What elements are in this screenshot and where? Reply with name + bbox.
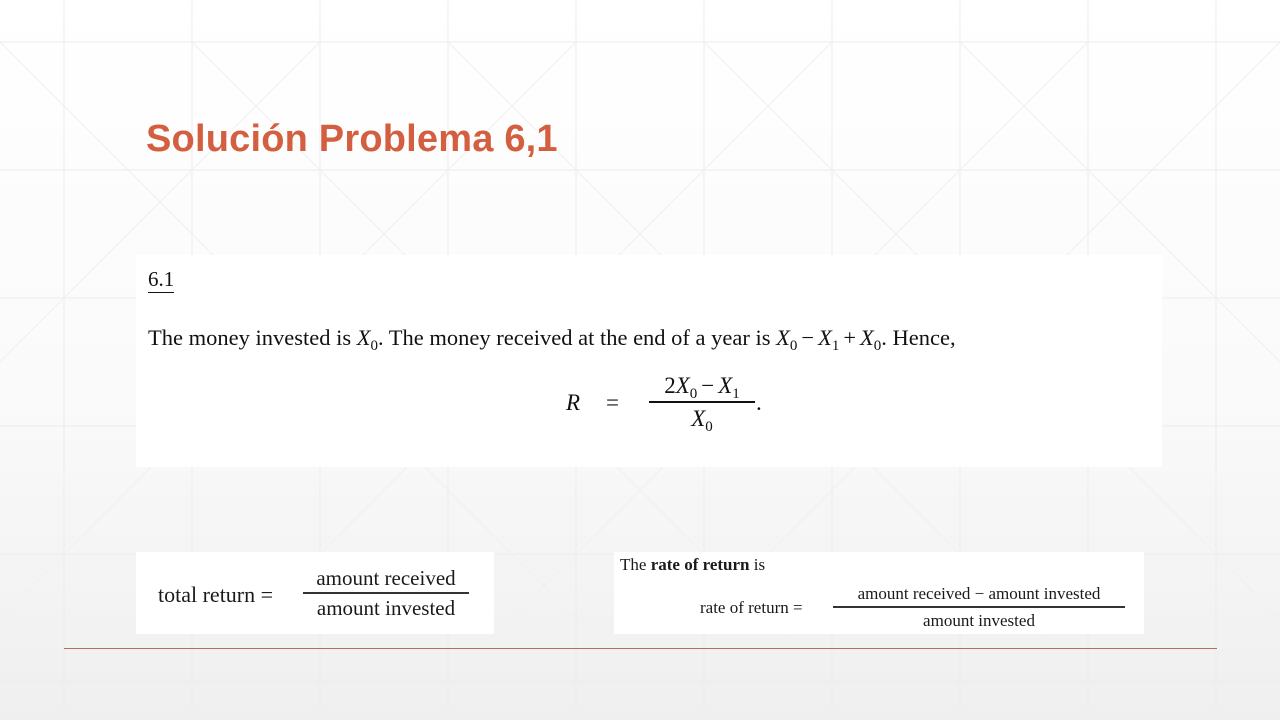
- rate-of-return-label: rate of return =: [700, 598, 803, 617]
- equation-lhs: R: [566, 390, 581, 415]
- solution-sentence: [148, 325, 956, 355]
- section-number: 6.1: [148, 267, 175, 291]
- rate-of-return-fraction: [832, 582, 1126, 634]
- equation-equals: =: [606, 390, 619, 415]
- math-x0: $X_0$: [356, 325, 378, 354]
- footer-rule: [64, 648, 1217, 649]
- solution-excerpt: [136, 255, 1162, 467]
- rate-of-return-intro: [620, 555, 765, 575]
- rate-of-return-excerpt: [614, 552, 1144, 634]
- sentence-part-3: . Hence,: [881, 325, 956, 350]
- intro-bold-term: rate of return: [650, 555, 750, 574]
- rate-of-return-numerator: amount received − amount invested: [857, 584, 1101, 603]
- total-return-excerpt: [136, 552, 494, 634]
- equation-fraction: [648, 371, 756, 435]
- slide-title: Solución Problema 6,1: [146, 118, 558, 160]
- equation-period: .: [756, 390, 762, 415]
- total-return-numerator: amount received: [316, 566, 456, 590]
- sentence-part-1: The money invested is: [148, 325, 357, 350]
- equation-denominator: $X_0$: [691, 405, 713, 435]
- intro-suffix: is: [749, 555, 766, 574]
- total-return-label: total return =: [158, 582, 274, 607]
- sentence-part-2: . The money received at the end of a year is: [377, 325, 777, 350]
- total-return-fraction: [302, 564, 470, 622]
- rate-of-return-denominator: amount invested: [923, 610, 1035, 630]
- intro-prefix: The: [620, 555, 651, 574]
- math-received-expression: $X_0 - X_1 + X_0$: [776, 325, 882, 354]
- total-return-denominator: amount invested: [316, 596, 456, 620]
- equation-numerator: $2X_0 - X_1$: [664, 373, 740, 402]
